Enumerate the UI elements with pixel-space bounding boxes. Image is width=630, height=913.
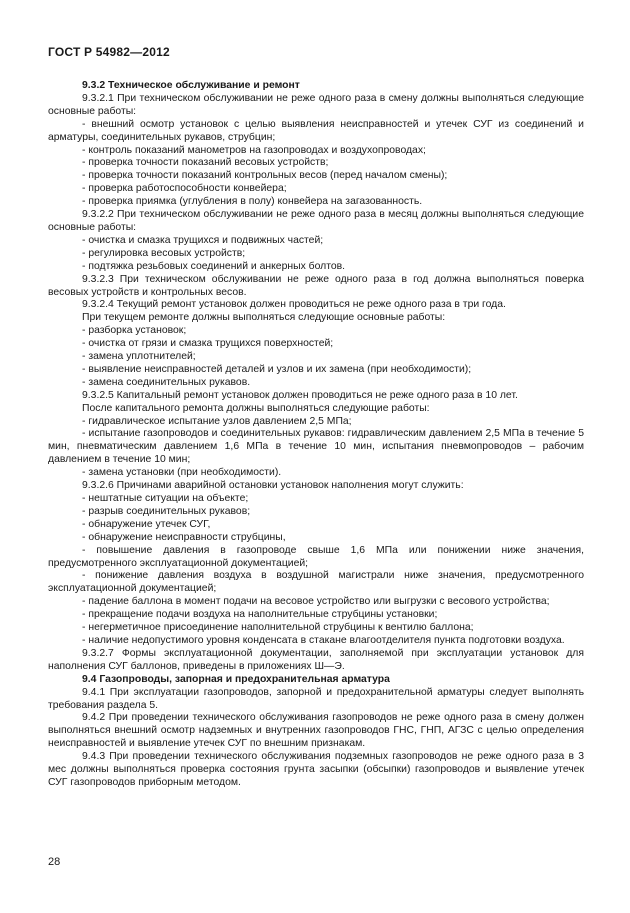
paragraph: - прекращение подачи воздуха на наполнительные струбцины установки; bbox=[82, 609, 438, 621]
paragraph: 9.3.2.2 При техническом обслуживании не реже одного раза в месяц должны выполняться следующие основные работы: bbox=[48, 209, 584, 233]
paragraph: - испытание газопроводов и соединительных рукавов: гидравлическим давлением 2,5 МПа в течение 5 мин, пневматическим давлением 1,6 МПа в течение 10 мин, испытания пневмопроводов – рабочим давлением в течение 10 мин; bbox=[48, 428, 584, 466]
paragraph: - очистка от грязи и смазка трущихся поверхностей; bbox=[82, 338, 334, 350]
document-header: ГОСТ Р 54982—2012 bbox=[48, 45, 170, 59]
paragraph: - разрыв соединительных рукавов; bbox=[82, 505, 251, 517]
paragraph: 9.4.3 При проведении технического обслуживания подземных газопроводов не реже одного раза в 3 мес должны выполняться проверка состояния грунта засыпки (обсыпки) газопроводов и выявление утечек СУГ газопроводов приборным методом. bbox=[48, 751, 584, 788]
paragraph: - регулировка весовых устройств; bbox=[82, 247, 246, 259]
paragraph: - разборка установок; bbox=[82, 325, 187, 337]
paragraph: - замена установки (при необходимости). bbox=[82, 467, 282, 479]
paragraph: - гидравлическое испытание узлов давлением 2,5 МПа; bbox=[82, 415, 352, 427]
paragraph: - замена соединительных рукавов. bbox=[82, 376, 251, 388]
paragraph: При текущем ремонте должны выполняться следующие основные работы: bbox=[82, 312, 446, 324]
paragraph: - негерметичное присоединение наполнительной струбцины к вентилю баллона; bbox=[82, 622, 474, 634]
paragraph: 9.4.2 При проведении технического обслуживания газопроводов не реже одного раза в смену должен выполняться внешний осмотр надземных и внутренних газопроводов ГНС, ГНП, АГЗС с целью определения неисправностей и выявление утечек СУГ по внешним признакам. bbox=[48, 712, 584, 750]
paragraph: - обнаружение неисправности струбцины, bbox=[82, 531, 286, 543]
paragraph: - подтяжка резьбовых соединений и анкерных болтов. bbox=[82, 260, 346, 272]
page-number: 28 bbox=[48, 856, 61, 868]
paragraph: 9.4.1 При эксплуатации газопроводов, запорной и предохранительной арматуры следует выполнять требования раздела 5. bbox=[48, 686, 584, 711]
paragraph: 9.3.2.5 Капитальный ремонт установок должен проводиться не реже одного раза в 10 лет. bbox=[82, 389, 518, 401]
section-heading: 9.4 Газопроводы, запорная и предохранительная арматура bbox=[82, 673, 390, 685]
paragraph: - обнаружение утечек СУГ, bbox=[82, 518, 211, 530]
paragraph: - нештатные ситуации на объекте; bbox=[82, 493, 249, 504]
paragraph: 9.3.2.7 Формы эксплуатационной документации, заполняемой при эксплуатации установок для наполнения СУГ баллонов, приведены в приложениях Ш—Э. bbox=[48, 647, 584, 672]
paragraph: 9.3.2.1 При техническом обслуживании не реже одного раза в смену должны выполняться следующие основные работы: bbox=[48, 92, 584, 117]
paragraph: - внешний осмотр установок с целью выявления неисправностей и утечек СУГ из соединений и арматуры, соединительных рукавов, струбцин; bbox=[48, 118, 584, 143]
document-body bbox=[48, 80, 584, 790]
paragraph: - проверка точности показаний весовых устройств; bbox=[82, 157, 329, 169]
paragraph: - понижение давления воздуха в воздушной магистрали ниже значения, предусмотренного эксплуатационной документацией; bbox=[48, 570, 584, 595]
paragraph: - замена уплотнителей; bbox=[82, 351, 196, 363]
paragraph: 9.3.2.4 Текущий ремонт установок должен проводиться не реже одного раза в три года. bbox=[82, 299, 506, 311]
paragraph: 9.3.2.3 При техническом обслуживании не реже одного раза в год должна выполняться поверка весовых устройств и контрольных весов. bbox=[48, 273, 584, 298]
paragraph: - проверка точности показаний контрольных весов (перед началом смены); bbox=[82, 170, 448, 182]
paragraph: - выявление неисправностей деталей и узлов и их замена (при необходимости); bbox=[82, 363, 472, 375]
paragraph: - проверка работоспособности конвейера; bbox=[82, 183, 287, 195]
paragraph: - повышение давления в газопроводе свыше 1,6 МПа или понижении ниже значения, предусмотренного эксплуатационной документацией; bbox=[48, 544, 584, 569]
paragraph: - очистка и смазка трущихся и подвижных частей; bbox=[82, 234, 324, 246]
paragraph: 9.3.2.6 Причинами аварийной остановки установок наполнения могут служить: bbox=[82, 480, 464, 492]
paragraph: - контроль показаний манометров на газопроводах и воздухопроводах; bbox=[82, 144, 426, 156]
paragraph: - падение баллона в момент подачи на весовое устройство или выгрузки с весового устройства; bbox=[82, 596, 550, 608]
paragraph: - проверка приямка (углубления в полу) конвейера на загазованность. bbox=[82, 196, 423, 208]
paragraph: - наличие недопустимого уровня конденсата в стакане влагоотделителя пункта подготовки воздуха. bbox=[82, 634, 565, 646]
paragraph: После капитального ремонта должны выполняться следующие работы: bbox=[82, 402, 430, 414]
section-heading: 9.3.2 Техническое обслуживание и ремонт bbox=[82, 80, 300, 91]
